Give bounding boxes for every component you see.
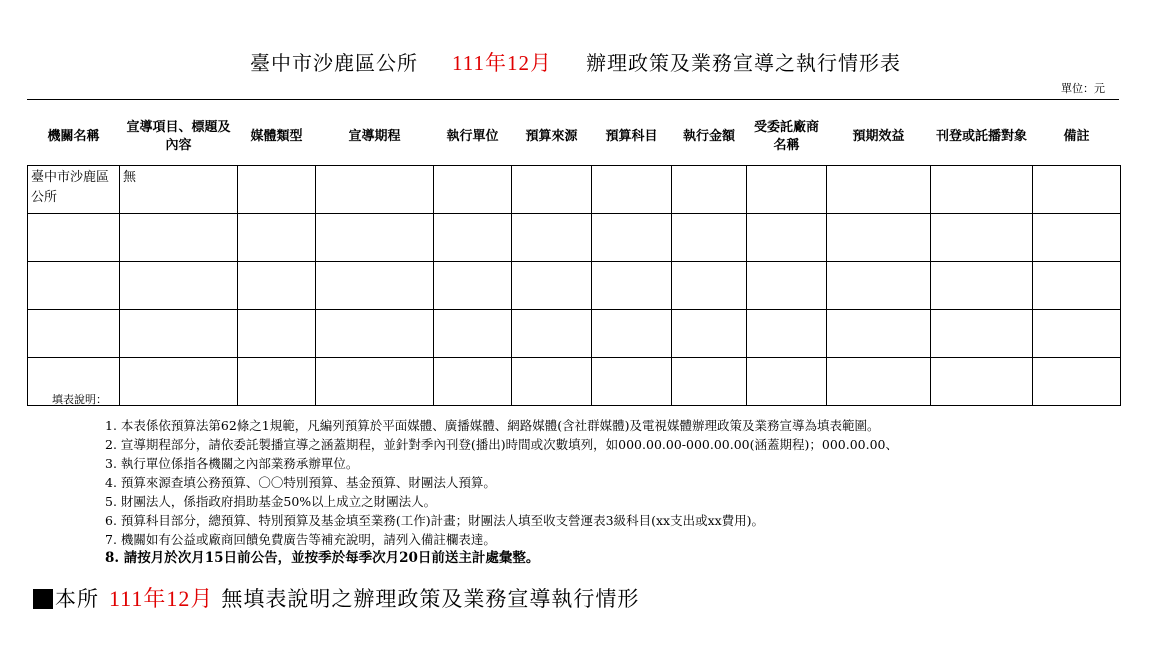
column-header: 宣導期程: [348, 128, 401, 144]
table-cell: [512, 310, 592, 358]
note-item: 4. 預算來源查填公務預算、〇〇特別預算、基金預算、財團法人預算。: [105, 475, 496, 490]
table-row: [28, 310, 1121, 358]
notes-list: [105, 416, 898, 568]
table-cell: [238, 358, 316, 406]
report-table: [27, 108, 1121, 406]
org-name: 臺中市沙鹿區公所: [250, 51, 419, 75]
table-cell: [28, 310, 120, 358]
table-row: [28, 262, 1121, 310]
black-square-icon: [33, 589, 53, 609]
form-title: 辦理政策及業務宣導之執行情形表: [585, 51, 901, 75]
report-date: 111年12月: [452, 51, 552, 75]
table-cell: 無: [120, 166, 238, 214]
table-header-row: [28, 108, 1121, 166]
table-cell: [28, 214, 120, 262]
table-cell: [747, 166, 827, 214]
table-cell: [1033, 310, 1121, 358]
footer-prefix: 本所: [55, 587, 99, 611]
header-rule: [27, 99, 1119, 100]
notes-title: 填表說明：: [52, 393, 107, 406]
column-header: 預算來源: [525, 128, 578, 144]
note-item: 7. 機關如有公益或廠商回饋免費廣告等補充說明，請列入備註欄表達。: [105, 532, 496, 547]
table-cell: [747, 214, 827, 262]
table-cell: [931, 262, 1033, 310]
table-cell: [672, 358, 747, 406]
table-cell: [434, 358, 512, 406]
table-cell: [316, 214, 434, 262]
table-cell: [747, 310, 827, 358]
table-cell: [512, 214, 592, 262]
table-cell: [592, 358, 672, 406]
table-cell: [238, 166, 316, 214]
table-cell: [827, 358, 931, 406]
table-cell: [672, 262, 747, 310]
table-cell: [592, 310, 672, 358]
table-cell: [931, 166, 1033, 214]
table-cell: [672, 310, 747, 358]
table-cell: [827, 214, 931, 262]
table-cell: [747, 358, 827, 406]
table-cell: [120, 310, 238, 358]
table-cell: [1033, 262, 1121, 310]
table-cell: [672, 214, 747, 262]
footer-statement: [33, 582, 639, 613]
table-cell: [592, 214, 672, 262]
column-header: 刊登或託播對象: [935, 128, 1027, 144]
table-cell: [931, 214, 1033, 262]
table-cell: [120, 262, 238, 310]
table-cell: [512, 166, 592, 214]
note-item: 5. 財團法人，係指政府捐助基金50%以上成立之財團法人。: [105, 494, 437, 509]
table-cell: [747, 262, 827, 310]
column-header: 備註: [1063, 128, 1090, 144]
table-cell: [238, 310, 316, 358]
note-item: 1. 本表係依預算法第62條之1規範，凡編列預算於平面媒體、廣播媒體、網路媒體(含社群媒體)及電視媒體辦理政策及業務宣導為填表範圍。: [105, 418, 880, 433]
table-cell: [512, 358, 592, 406]
column-header: 受委託廠商名稱: [753, 119, 819, 153]
column-header: 預期效益: [852, 128, 905, 144]
column-header: 媒體類型: [250, 128, 303, 144]
table-cell: [672, 166, 747, 214]
footer-text: 無填表說明之辦理政策及業務宣導執行情形: [221, 587, 640, 611]
table-cell: [512, 262, 592, 310]
table-cell: 臺中市沙鹿區公所: [28, 166, 120, 214]
column-header: 預算科目: [605, 128, 658, 144]
table-cell: [316, 358, 434, 406]
table-cell: [434, 310, 512, 358]
table-cell: [931, 358, 1033, 406]
column-header: 執行單位: [446, 128, 499, 144]
table-cell: [592, 262, 672, 310]
table-cell: [592, 166, 672, 214]
note-item: 6. 預算科目部分，總預算、特別預算及基金填至業務(工作)計畫；財團法人填至收支營運表3級科目(xx支出或xx費用)。: [105, 513, 765, 528]
table-row: [28, 358, 1121, 406]
table-cell: [28, 262, 120, 310]
table-cell: [120, 358, 238, 406]
table-cell: [434, 214, 512, 262]
unit-label: 單位：元: [1061, 82, 1105, 95]
table-cell: [434, 262, 512, 310]
column-header: 機關名稱: [47, 128, 100, 144]
table-cell: [827, 262, 931, 310]
table-cell: [316, 166, 434, 214]
footer-date: 111年12月: [109, 586, 214, 611]
note-item: 2. 宣導期程部分，請依委託製播宣導之涵蓋期程，並針對季內刊登(播出)時間或次數填列，如000.00.00-000.00.00(涵蓋期程)；000.00.00、: [105, 437, 898, 452]
table-cell: [238, 214, 316, 262]
table-cell: [120, 214, 238, 262]
table-row: [28, 214, 1121, 262]
table-cell: [827, 166, 931, 214]
note-item: 8. 請按月於次月15日前公告，並按季於每季次月20日前送主計處彙整。: [105, 550, 540, 566]
column-header: 執行金額: [682, 128, 735, 144]
column-header: 宣導項目、標題及內容: [126, 119, 231, 153]
table-cell: [1033, 214, 1121, 262]
table-cell: [1033, 166, 1121, 214]
note-item: 3. 執行單位係指各機關之內部業務承辦單位。: [105, 456, 359, 471]
page-title: [0, 47, 1151, 77]
table-cell: [238, 262, 316, 310]
table-cell: [316, 262, 434, 310]
table-cell: [827, 310, 931, 358]
table-cell: [1033, 358, 1121, 406]
table-row: [28, 166, 1121, 214]
table-cell: [931, 310, 1033, 358]
table-cell: [434, 166, 512, 214]
table-cell: [316, 310, 434, 358]
